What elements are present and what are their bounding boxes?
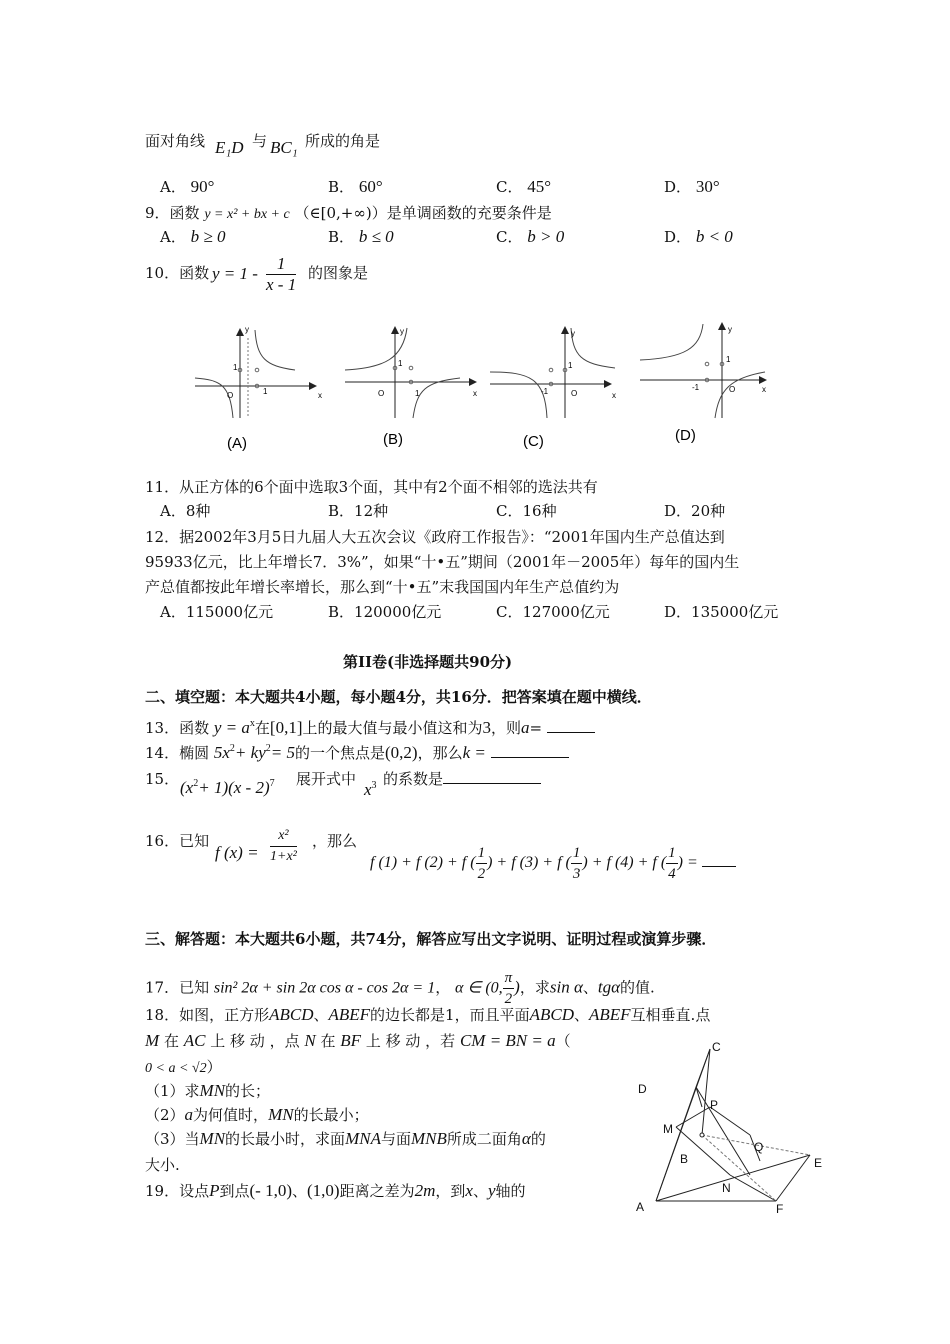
q15-num: 15．	[145, 770, 180, 788]
q8-stem: 面对角线	[145, 132, 206, 150]
q18-line-2: M 在 AC 上 移 动 ，点 N 在 BF 上 移 动 ，若 CM = BN = a（	[145, 1031, 571, 1050]
q12-option-d: D．135000亿元	[664, 603, 779, 621]
graph-a	[195, 325, 322, 452]
graph-a-tick-y: 1	[233, 363, 238, 372]
q8-option-a: A． 90°	[160, 177, 215, 196]
q8-option-c: C． 45°	[496, 177, 552, 196]
graph-d-caption: (D)	[675, 427, 696, 444]
q12-line-3: 产总值都按此年增长率增长，那么到“十•五”末我国国内年生产总值约为	[145, 578, 620, 596]
q8-bc1: BC₁	[270, 138, 298, 157]
graph-a-tick-x: 1	[263, 387, 268, 396]
q9-option-a: A． b ≥ 0	[160, 227, 226, 246]
q9-option-b: B． b ≤ 0	[328, 227, 394, 246]
q16-fx: f (x) =	[215, 843, 259, 862]
graph-a-y-label: y	[245, 325, 249, 334]
graph-c-origin: O	[571, 389, 578, 398]
part2-section-heading: 二、填空题：本大题共4小题，每小题4分，共16分．把答案填在题中横线．	[145, 688, 652, 706]
fig-label-f: F	[776, 1202, 784, 1216]
q8-option-b: B． 60°	[328, 177, 383, 196]
graph-d-tick-y: 1	[726, 355, 731, 364]
q9-option-c: C． b > 0	[496, 227, 565, 246]
part3-section-heading: 三、解答题：本大题共6小题，共74分，解答应写出文字说明、证明过程或演算步骤．	[145, 930, 717, 948]
graph-d-origin: O	[729, 385, 736, 394]
q18-line-3: 0 < a < √2）	[145, 1058, 222, 1076]
q16-sum: f (1) + f (2) + f ( $\frac{1}{2}$ ) + f (3) + f ( $\frac{1}{3}$ ) + f (4) + f ( $\frac{1}{4}$ ) =	[370, 843, 736, 884]
q11-option-d: D．20种	[664, 502, 726, 520]
graph-c-x-label: x	[612, 391, 616, 400]
graph-d-y-label: y	[728, 325, 732, 334]
graph-a-caption: (A)	[227, 435, 247, 452]
fig-label-n: N	[722, 1181, 731, 1195]
fig-label-c: C	[712, 1040, 721, 1054]
graph-b-origin: O	[378, 389, 385, 398]
fig-label-p: P	[710, 1098, 719, 1112]
q11-option-c: C．16种	[496, 502, 557, 520]
graph-b-x-label: x	[473, 389, 477, 398]
q14-answer-blank[interactable]	[491, 743, 569, 758]
q10-lhs: y = 1 -	[212, 264, 258, 283]
graph-c-caption: (C)	[523, 433, 544, 450]
q9-stem: 9．函数 y = x² + bx + c （∈[0,+∞)）是单调函数的充要条件是	[145, 204, 552, 222]
q11-stem: 11．从正方体的6个面中选取3个面，其中有2个面不相邻的选法共有	[145, 478, 598, 496]
graph-a-origin: O	[227, 391, 234, 400]
q15-expression: $(x^2+ 1)(x - 2)^7$	[180, 778, 275, 797]
q17: 17．已知 sin² 2α + sin 2α cos α - cos 2α = 1， α ∈ (0, $\frac{\pi}{2}$ )，求sin α、tgα的值.	[145, 970, 655, 1007]
q14: 14．椭圆 $5x^2+ ky^2= 5$的一个焦点是(0,2)，那么k =	[145, 742, 569, 763]
graph-b-tick-y: 1	[398, 359, 403, 368]
graph-d-tick-x: -1	[692, 383, 700, 392]
fig-label-e: E	[814, 1156, 823, 1170]
q12-option-b: B．120000亿元	[328, 603, 442, 621]
graph-c-tick-y: 1	[568, 361, 573, 370]
fig-label-b: B	[680, 1152, 689, 1166]
q11-option-a: A．8种	[160, 502, 211, 520]
q16-num: 16．已知	[145, 832, 210, 850]
fig-label-m: M	[663, 1122, 673, 1136]
graph-c-tick-x: -1	[541, 387, 549, 396]
fig-label-a: A	[636, 1200, 645, 1214]
fig-label-q: Q	[754, 1140, 764, 1154]
q9-option-d: D． b < 0	[664, 227, 733, 246]
q15-x3: $x^3$	[364, 780, 377, 799]
graph-a-x-label: x	[318, 391, 322, 400]
q18-figure	[630, 1035, 830, 1225]
q10-stem: 10．函数	[145, 264, 210, 282]
graph-c	[490, 328, 616, 450]
q18-part-3: （3）当MN的长最小时，求面MNA与面MNB所成二面角α的	[145, 1129, 546, 1148]
q8-option-d: D． 30°	[664, 177, 720, 196]
q18-part-1: （1）求MN的长；	[145, 1081, 271, 1100]
q15-tail: 的系数是	[383, 768, 541, 789]
q10-tail: 的图象是	[308, 264, 369, 282]
q12-line-2: 95933亿元，比上年增长7．3%”，如果“十•五”期间（2001年－2005年）每年的国内生	[145, 553, 740, 571]
graph-c-y-label: y	[571, 329, 575, 338]
graph-d-x-label: x	[762, 385, 766, 394]
graph-d	[640, 324, 766, 444]
q10-fraction: $\frac{1}{x - 1}$	[266, 254, 297, 294]
graph-b-y-label: y	[400, 327, 404, 336]
q18-line-1: 18．如图，正方形ABCD、ABEF的边长都是1，而且平面ABCD、ABEF互相垂直.点	[145, 1005, 711, 1024]
q12-option-a: A．115000亿元	[160, 603, 274, 621]
q13: 13．函数 $y = a^x$在[0,1]上的最大值与最小值这和为3，则a=	[145, 717, 595, 738]
q16-mid: ，那么	[312, 832, 358, 850]
q8-tail: 所成的角是	[305, 132, 381, 150]
graph-b-caption: (B)	[383, 431, 403, 448]
q18-part-3-end: 大小.	[145, 1156, 180, 1174]
graph-b	[345, 327, 477, 448]
part2-title: 第II卷(非选择题共90分)	[343, 653, 513, 671]
q19: 19．设点P到点(- 1,0)、(1,0)距离之差为2m，到x、y轴的	[145, 1181, 526, 1200]
q11-option-b: B．12种	[328, 502, 389, 520]
q8-with: 与	[252, 132, 268, 150]
q12-option-c: C．127000亿元	[496, 603, 610, 621]
q16-answer-blank[interactable]	[702, 852, 736, 867]
q15-mid: 展开式中	[296, 770, 357, 788]
q13-answer-blank[interactable]	[547, 718, 595, 733]
q8-e1d: E₁D	[215, 138, 244, 157]
graph-b-tick-x: 1	[415, 389, 420, 398]
fig-label-d: D	[638, 1082, 647, 1096]
q18-part-2: （2）a为何值时，MN的长最小；	[145, 1105, 369, 1124]
q16-fraction: $\frac{\text{x²}}{\text{1+x²}}$	[270, 828, 297, 864]
q10-graphs	[185, 318, 805, 458]
q15-answer-blank[interactable]	[443, 769, 541, 784]
q12-line-1: 12．据2002年3月5日九届人大五次会议《政府工作报告》：“2001年国内生产总值达到	[145, 528, 725, 546]
